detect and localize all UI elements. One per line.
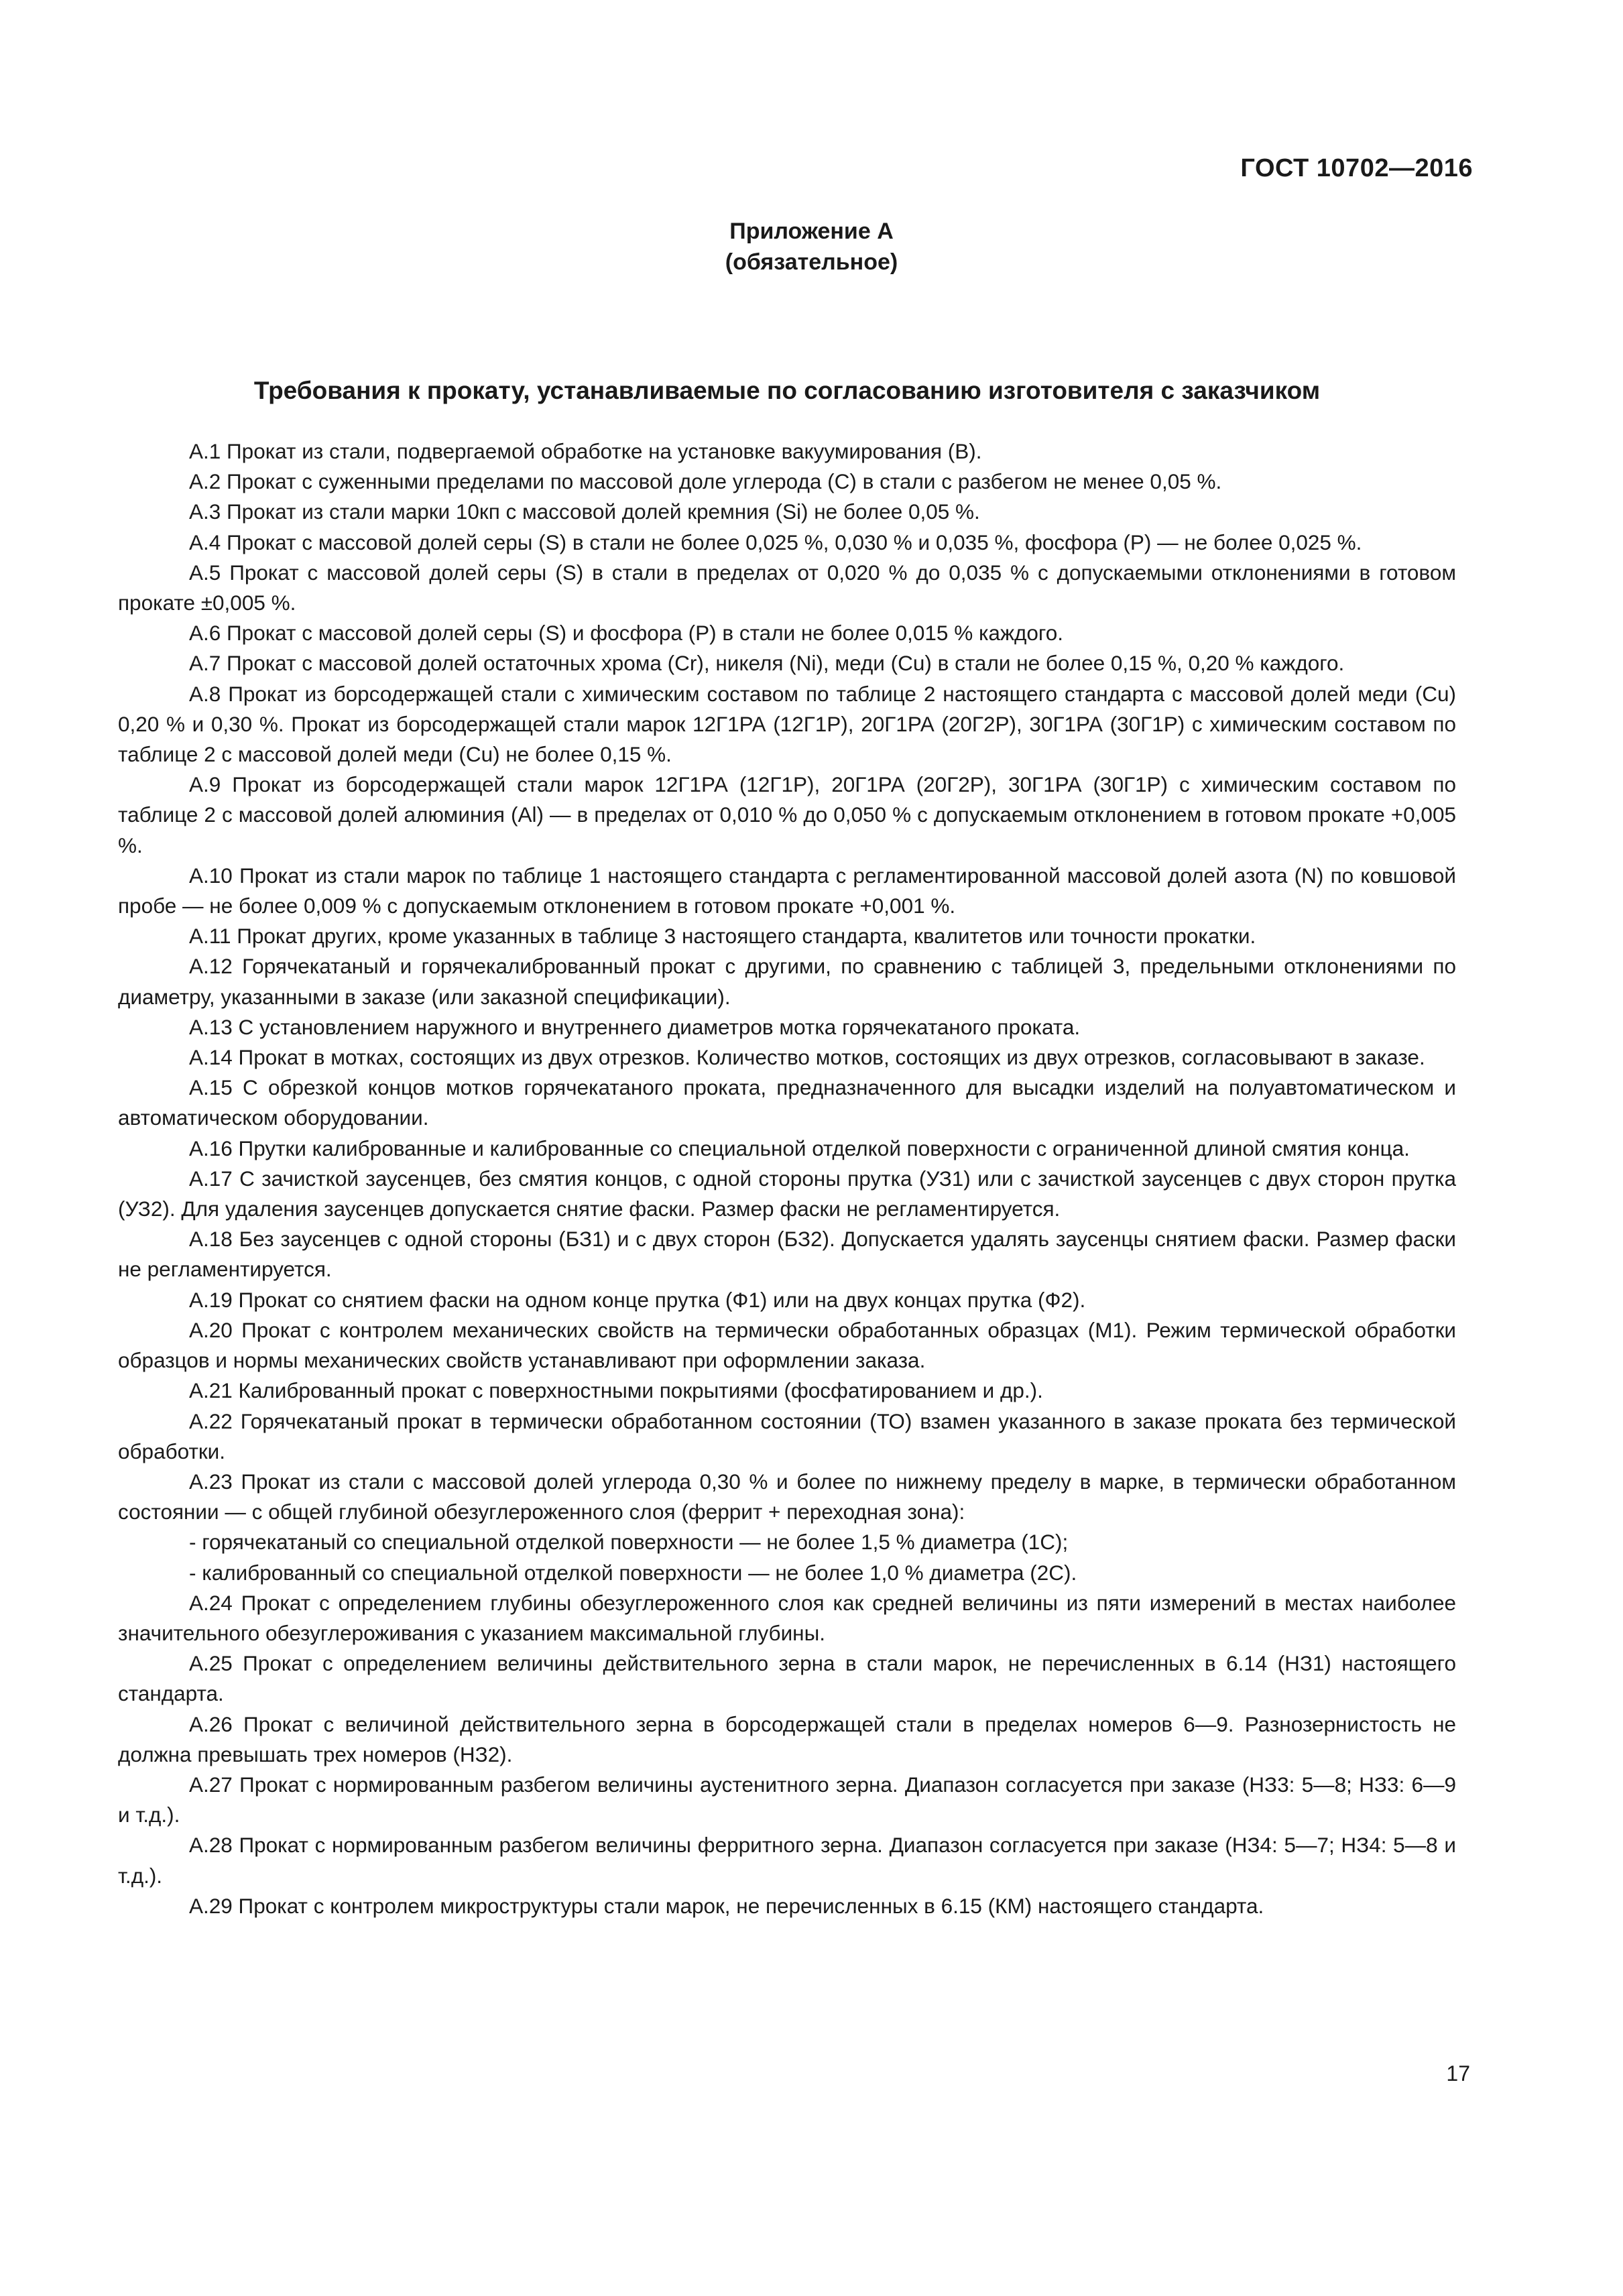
list-item: А.19 Прокат со снятием фаски на одном конце прутка (Ф1) или на двух концах прутка (Ф2). [189,1287,1086,1312]
list-item: А.16 Прутки калиброванные и калиброванные со специальной отделкой поверхности с ограниченной длиной смятия конца. [189,1136,1410,1160]
requirements-list [118,436,1456,1921]
annex-label: Приложение А [729,219,894,244]
list-item: А.10 Прокат из стали марок по таблице 1 настоящего стандарта с регламентированной массовой долей азота (N) по ковшовой пробе — не более 0,009 % с допускаемым отклонением в готовом прокате +0,001 %. [118,863,1456,918]
list-item: А.14 Прокат в мотках, состоящих из двух отрезков. Количество мотков, состоящих из двух отрезков, согласовывают в заказе. [189,1045,1425,1070]
list-item: А.8 Прокат из борсодержащей стали с химическим составом по таблице 2 настоящего стандарта с массовой долей меди (Cu) 0,20 % и 0,30 %. Прокат из борсодержащей стали марок 12Г1РА (12Г1Р), 20Г1РА (20Г2Р), 30Г1РА (30Г1Р) с химическим составом по таблице 2 с массовой долей меди (Cu) не более 0,15 %. [118,681,1456,767]
list-item: А.3 Прокат из стали марки 10кп с массовой долей кремния (Si) не более 0,05 %. [189,499,980,524]
list-item: А.25 Прокат с определением величины действительного зерна в стали марок, не перечисленных в 6.14 (НЗ1) настоящего стандарта. [118,1651,1456,1706]
list-item: А.27 Прокат с нормированным разбегом величины аустенитного зерна. Диапазон согласуется при заказе (НЗ3: 5—8; НЗ3: 6—9 и т.д.). [118,1772,1456,1827]
list-item: А.13 С установлением наружного и внутреннего диаметров мотка горячекатаного проката. [189,1014,1081,1039]
list-item: - калиброванный со специальной отделкой поверхности — не более 1,0 % диаметра (2С). [189,1560,1077,1585]
list-item: А.1 Прокат из стали, подвергаемой обработке на установке вакуумирования (В). [189,439,982,463]
list-item: А.22 Горячекатаный прокат в термически обработанном состоянии (ТО) взамен указанного в заказе проката без термической обработки. [118,1408,1456,1463]
list-item: А.6 Прокат с массовой долей серы (S) и фосфора (Р) в стали не более 0,015 % каждого. [189,621,1063,646]
list-item: А.24 Прокат с определением глубины обезуглероженного слоя как средней величины из пяти измерений в местах наиболее значительного обезуглероживания с указанием максимальной глубины. [118,1590,1456,1645]
list-item: А.12 Горячекатаный и горячекалиброванный прокат с другими, по сравнению с таблицей 3, предельными отклонениями по диаметру, указанными в заказе (или заказной спецификации). [118,954,1456,1009]
list-item: А.21 Калиброванный прокат с поверхностными покрытиями (фосфатированием и др.). [189,1378,1043,1403]
list-item: А.20 Прокат с контролем механических свойств на термически обработанных образцах (М1). Режим термической обработки образцов и нормы механических свойств устанавливают при оформлении заказа. [118,1317,1456,1373]
document-standard-id: ГОСТ 10702—2016 [1240,154,1473,182]
section-title: Требования к прокату, устанавливаемые по согласованию изготовителя с заказчиком [253,377,1321,404]
annex-heading [0,216,1623,278]
list-item: А.7 Прокат с массовой долей остаточных хрома (Cr), никеля (Ni), меди (Cu) в стали не более 0,15 %, 0,20 % каждого. [189,651,1345,676]
annex-status: (обязательное) [725,249,898,275]
list-item: А.4 Прокат с массовой долей серы (S) в стали не более 0,025 %, 0,030 % и 0,035 %, фосфора (Р) — не более 0,025 %. [189,530,1362,554]
list-item: А.5 Прокат с массовой долей серы (S) в стали в пределах от 0,020 % до 0,035 % с допускаемыми отклонениями в готовом прокате ±0,005 %. [118,560,1456,615]
list-item: А.18 Без заусенцев с одной стороны (БЗ1) и с двух сторон (БЗ2). Допускается удалять заусенцы снятием фаски. Размер фаски не регламентируется. [118,1227,1456,1282]
list-item: А.2 Прокат с суженными пределами по массовой доле углерода (С) в стали с разбегом не менее 0,05 %. [189,469,1222,494]
list-item: - горячекатаный со специальной отделкой поверхности — не более 1,5 % диаметра (1С); [189,1530,1069,1555]
list-item: А.29 Прокат с контролем микроструктуры стали марок, не перечисленных в 6.15 (КМ) настоящего стандарта. [189,1893,1264,1918]
list-item: А.9 Прокат из борсодержащей стали марок 12Г1РА (12Г1Р), 20Г1РА (20Г2Р), 30Г1РА (30Г1Р) с химическим составом по таблице 2 с массовой долей алюминия (Al) — в пределах от 0,010 % до 0,050 % с допускаемым отклонением в готовом прокате +0,005 %. [118,772,1456,857]
list-item: А.23 Прокат из стали с массовой долей углерода 0,30 % и более по нижнему пределу в марке, в термически обработанном состоянии — с общей глубиной обезуглероженного слоя (феррит + переходная зона): [118,1469,1456,1524]
list-item: А.28 Прокат с нормированным разбегом величины ферритного зерна. Диапазон согласуется при заказе (НЗ4: 5—7; НЗ4: 5—8 и т.д.). [118,1833,1456,1888]
page-number: 17 [1446,2061,1470,2086]
list-item: А.11 Прокат других, кроме указанных в таблице 3 настоящего стандарта, квалитетов или точности прокатки. [189,924,1256,949]
list-item: А.15 С обрезкой концов мотков горячекатаного проката, предназначенного для высадки изделий на полуавтоматическом и автоматическом оборудовании. [118,1075,1456,1130]
list-item: А.26 Прокат с величиной действительного зерна в борсодержащей стали в пределах номеров 6—9. Разнозернистость не должна превышать трех номеров (НЗ2). [118,1711,1456,1766]
list-item: А.17 С зачисткой заусенцев, без смятия концов, с одной стороны прутка (УЗ1) или с зачисткой заусенцев с двух сторон прутка (УЗ2). Для удаления заусенцев допускается снятие фаски. Размер фаски не регламентируется. [118,1166,1456,1221]
